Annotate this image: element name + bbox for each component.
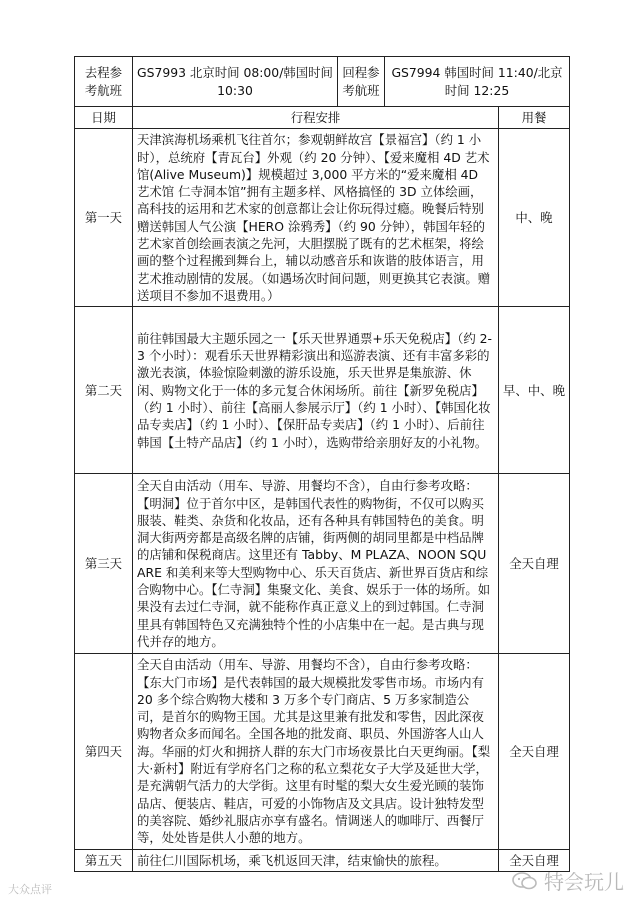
day-label: 第四天: [75, 654, 133, 849]
day-row: [75, 849, 570, 871]
watermark-text: 特会玩儿: [544, 870, 624, 894]
day-schedule: 天津滨海机场乘机飞往首尔；参观朝鲜故宫【景福宫】（约 1 小时），总统府【青瓦台】外观（约 20 分钟）、【爱来魔相 4D 艺术馆(Alive Museum)】规模超过 3,000 平方米的“爱来魔相 4D 艺术馆 仁寺洞本馆”拥有主题多样、风格搞怪的 3D 立体绘画，高科技的运用和艺术家的创意都让会让你玩得过瘾。晚餐后特别赠送韩国人气公演【HERO 涂鸦秀】（约 90 分钟），韩国年轻的艺术家首创绘画表演之先河，大胆摆脱了既有的艺术框架，将绘画的整个过程搬到舞台上，辅以动感音乐和诙谐的肢体语言，用艺术推动剧情的发展。（如遇场次时间问题，则更换其它表演。赠送项目不参加不退费用。）: [133, 129, 499, 307]
header-date: 日期: [75, 107, 133, 129]
outbound-label: 去程参考航班: [75, 57, 133, 107]
day-schedule: 前往韩国最大主题乐园之一【乐天世界通票+乐天免税店】（约 2-3 个小时）：观看乐天世界精彩演出和巡游表演、还有丰富多彩的激光表演，体验惊险刺激的游乐设施，乐天世界是集旅游、休闲、购物文化于一体的多元复合休闲场所。前往【新罗免税店】（约 1 小时）、前往【高丽人参展示厅】（约 1 小时）、【韩国化妆品专卖店】（约 1 小时）、【保肝品专卖店】（约 1 小时）、后前往韩国【土特产品店】（约 1 小时），选购带给亲朋好友的小礼物。: [133, 307, 499, 474]
day-label: 第二天: [75, 307, 133, 474]
day-label: 第一天: [75, 129, 133, 307]
day-meals: 全天自理: [499, 849, 570, 871]
header-schedule: 行程安排: [133, 107, 499, 129]
outbound-flight: GS7993 北京时间 08:00/韩国时间 10:30: [133, 57, 338, 107]
day-row: [75, 654, 570, 849]
return-flight: GS7994 韩国时间 11:40/北京时间 12:25: [385, 57, 570, 107]
day-schedule: 前往仁川国际机场，乘飞机返回天津，结束愉快的旅程。: [133, 849, 499, 871]
return-label: 回程参考航班: [338, 57, 385, 107]
day-row: [75, 474, 570, 654]
day-meals: 早、中、晚: [499, 307, 570, 474]
watermark-right: [512, 866, 624, 895]
flight-row: [75, 57, 570, 107]
day-meals: 全天自理: [499, 654, 570, 849]
header-meals: 用餐: [499, 107, 570, 129]
day-schedule: 全天自由活动（用车、导游、用餐均不含），自由行参考攻略：【明洞】位于首尔中区，是韩国代表性的购物街，不仅可以购买服装、鞋类、杂货和化妆品，还有各种具有韩国特色的美食。明洞大街两旁都是高级名牌的店铺，街两侧的胡同里都是中档品牌的店铺和保税商店。这里还有 Tabby、M PLAZA、NOON SQUARE 和美利来等大型购物中心、乐天百货店、新世界百货店和综合购物中心。【仁寺洞】集聚文化、美食、娱乐于一体的场所。如果没有去过仁寺洞，就不能称作真正意义上的到过韩国。仁寺洞里具有韩国特色又充满独特个性的小店集中在一起。是古典与现代并存的地方。: [133, 474, 499, 654]
day-meals: 全天自理: [499, 474, 570, 654]
day-meals: 中、晚: [499, 129, 570, 307]
header-row: [75, 107, 570, 129]
day-label: 第三天: [75, 474, 133, 654]
watermark-left: 大众点评: [8, 883, 52, 896]
day-row: [75, 129, 570, 307]
day-schedule: 全天自由活动（用车、导游、用餐均不含），自由行参考攻略：【东大门市场】是代表韩国的最大规模批发零售市场。市场内有 20 多个综合购物大楼和 3 万多个专门商店、5 万多家制造公司，是首尔的购物王国。尤其是这里兼有批发和零售，因此深夜购物者众多而闻名。全国各地的批发商、职员、外国游客人山人海。华丽的灯火和拥挤人群的东大门市场夜景比白天更绚丽。【梨大·新村】附近有学府名门之称的私立梨花女子大学及延世大学，是充满朝气活力的大学街。这里有时髦的梨大女生爱光顾的装饰品店、便装店、鞋店，可爱的小饰物店及文具店。设计独特发型的美容院、婚纱礼服店亦享有盛名。情调迷人的咖啡厅、西餐厅等，处处皆是供人小憩的地方。: [133, 654, 499, 849]
day-label: 第五天: [75, 849, 133, 871]
day-row: [75, 307, 570, 474]
itinerary-table: [74, 56, 570, 872]
wechat-icon: [512, 871, 538, 891]
